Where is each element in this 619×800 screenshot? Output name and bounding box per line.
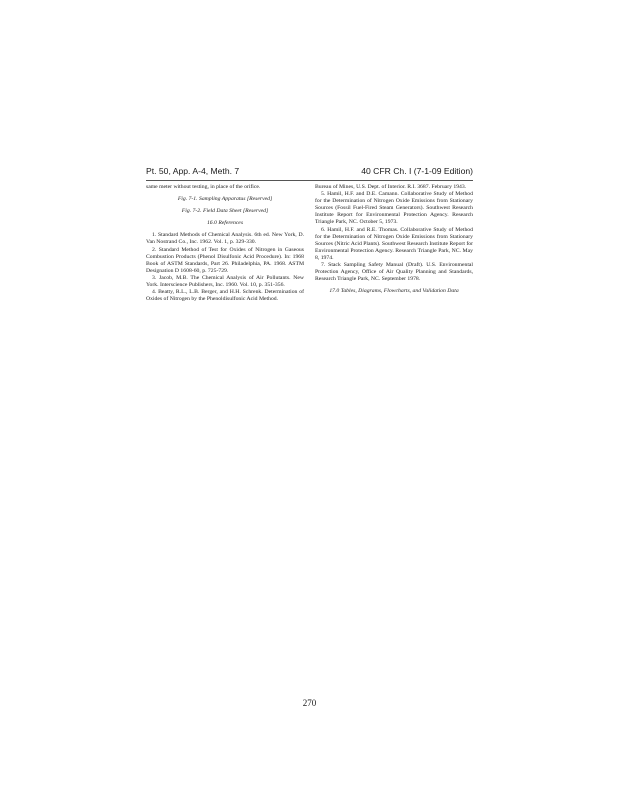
intro-text: same meter without testing, in place of the orifice. [146,184,261,190]
closing-heading: 17.0 Tables, Diagrams, Flowcharts, and Validation Data [329,288,459,295]
figure-caption-7-1: Fig. 7-1. Sampling Apparatus [Reserved] [177,196,273,203]
page-header [146,166,473,181]
right-column [315,184,473,300]
reference-item: 6. Hamil, H.F. and R.E. Thomas. Collaborative Study of Method for the Determination of Nitrogen Oxide Emissions from Stationary Sources (Nitric Acid Plants). Southwest Research Institute Report for Environmental Protection Agency. Research Triangle Park, NC. May 8, 1974. [315,226,473,261]
reference-item: 4. Beatty, R.L., L.B. Berger, and H.H. Schrenk. Determination of Oxides of Nitrogen by the Phenoldisulfonic Acid Method. [146,289,304,303]
section-heading: 16.0 References [206,220,244,227]
page-number: 270 [302,698,317,708]
figure-caption-7-2: Fig. 7-2. Field Data Sheet [Reserved] [181,208,269,215]
reference-item: 1. Standard Methods of Chemical Analysis. 6th ed. New York, D. Van Nostrand Co., Inc. 1962. Vol. 1, p. 329-330. [146,232,304,246]
header-right: 40 CFR Ch. I (7-1-09 Edition) [361,166,473,176]
reference-continued: Bureau of Mines, U.S. Dept. of Interior. R.I. 3687. February 1943. [315,184,467,190]
reference-item: 2. Standard Method of Test for Oxides of Nitrogen in Gaseous Combustion Products (Phenol Disulfonic Acid Procedure). In: 1968 Book of ASTM Standards, Part 26. Philadelphia, PA. 1968. ASTM Designation D 1608-60, p. 725-729. [146,246,304,274]
header-left: Pt. 50, App. A-4, Meth. 7 [146,166,240,176]
reference-item: 7. Stack Sampling Safety Manual (Draft). U.S. Environmental Protection Agency, Office of Air Quality Planning and Standards, Research Triangle Park, NC. September 1978. [315,262,473,283]
reference-item: 3. Jacob, M.B. The Chemical Analysis of Air Pollutants. New York. Interscience Publishers, Inc. 1960. Vol. 10, p. 351-356. [146,274,304,289]
left-column [146,184,304,303]
reference-item: 5. Hamil, H.F. and D.E. Camann. Collaborative Study of Method for the Determination of Nitrogen Oxide Emissions from Stationary Sources (Fossil Fuel-Fired Steam Generators). Southwest Research Institute Report for Environmental Protection Agency. Research Triangle Park, NC. October 5, 1973. [315,191,473,226]
